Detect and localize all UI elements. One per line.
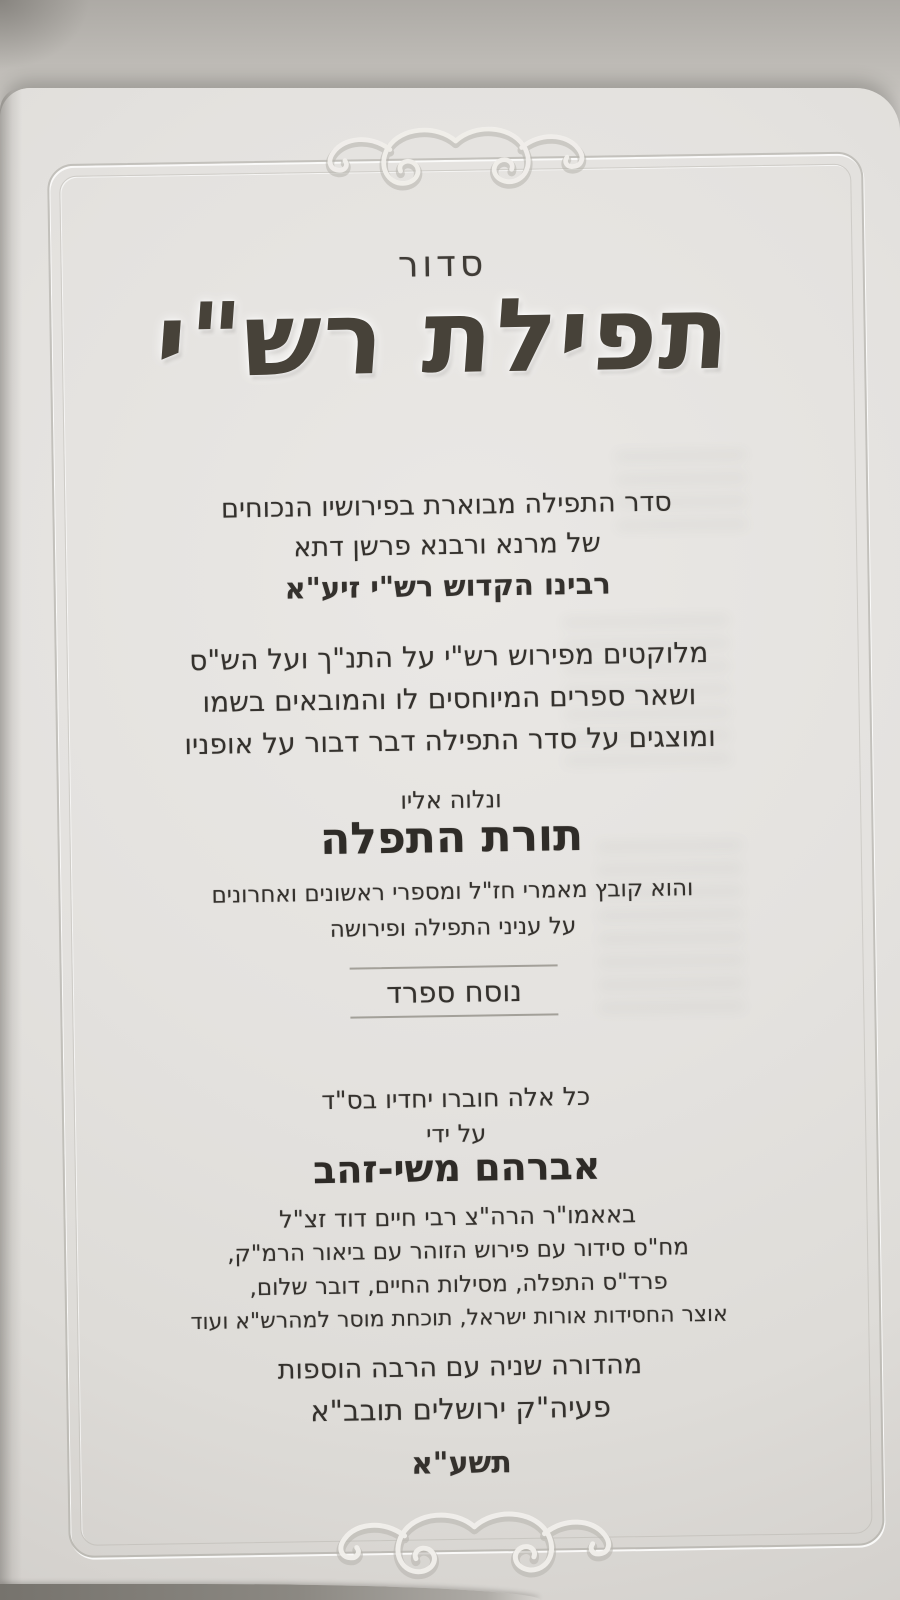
contents-line: מלוקטים מפירוש רש"י על התנ"ך ועל הש"ס bbox=[188, 635, 709, 678]
subtitle-line-author-of-commentary: רבינו הקדוש רש"י זיע"א bbox=[284, 566, 611, 606]
subtitle-block bbox=[36, 480, 858, 613]
edition-line: מהדורה שניה עם הרבה הוספות bbox=[277, 1349, 643, 1386]
by-line: על ידי bbox=[425, 1119, 487, 1149]
companion-title: תורת התפלה bbox=[319, 809, 584, 866]
credit-line: באאמו"ר הרה"צ רבי חיים דוד זצ"ל bbox=[278, 1200, 637, 1234]
contents-description-block bbox=[38, 630, 860, 769]
subtitle-line: של מרנא ורבנא פרשן דתא bbox=[293, 527, 601, 564]
place-line: פעיה"ק ירושלים תובב"א bbox=[309, 1389, 612, 1429]
credit-line: פרד"ס התפלה, מסילות החיים, דובר שלום, bbox=[249, 1268, 668, 1302]
companion-intro: ונלוה אליו bbox=[400, 785, 502, 815]
author-name: אברהם משי-זהב bbox=[312, 1143, 601, 1193]
author-credits-block bbox=[47, 1194, 869, 1343]
credit-line: אוצר החסידות אורות ישראל, תוכחת מוסר למהרש"א ועוד bbox=[190, 1301, 728, 1336]
contents-line: ושאר ספרים המיוחסים לו והמובאים בשמו bbox=[202, 678, 697, 719]
companion-description-block bbox=[42, 868, 863, 953]
nusach-label: נוסח ספרד bbox=[350, 964, 559, 1018]
credit-line: מח"ס סידור עם פירוש הזוהר עם ביאור הרמ"ק, bbox=[227, 1234, 690, 1268]
compiled-intro: כל אלה חוברו יחדיו בס"ד bbox=[321, 1081, 591, 1116]
series-kicker: סדור bbox=[397, 243, 488, 286]
contents-line: ומוצגים על סדר התפילה דבר דבור על אופניו bbox=[184, 719, 717, 762]
subtitle-line: סדר התפילה מבוארת בפירושיו הנכוחים bbox=[220, 486, 672, 525]
hebrew-year: תשע"א bbox=[410, 1445, 513, 1482]
companion-line: על עניני התפילה ופירושה bbox=[329, 913, 577, 943]
companion-line: והוא קובץ מאמרי חז"ל ומספרי ראשונים ואחרונים bbox=[211, 875, 694, 909]
page-title: תפילת רש"י bbox=[151, 273, 736, 402]
